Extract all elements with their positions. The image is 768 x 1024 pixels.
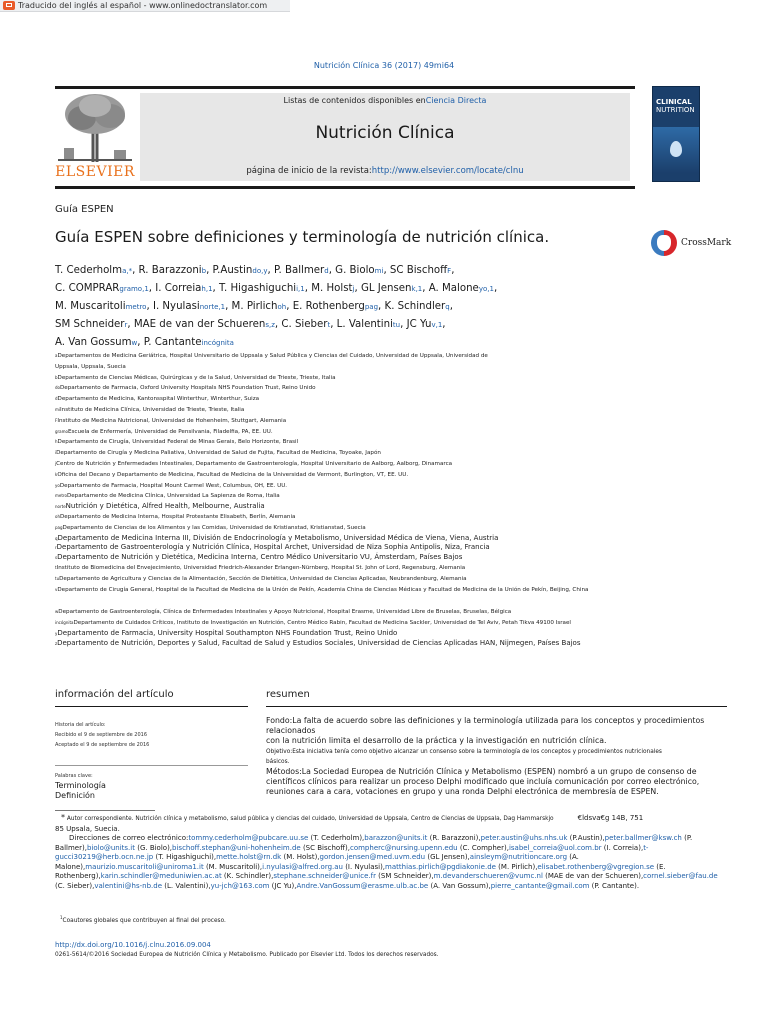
author-affiliation-link[interactable]: norte,1 — [199, 303, 226, 311]
affiliation-item — [55, 373, 655, 384]
article-title: Guía ESPEN sobre definiciones y terminología de nutrición clínica. — [55, 228, 550, 246]
affiliation-text: Departamento de Medicina, Kantonsspital Winterthur, Winterthur, Suiza — [57, 396, 260, 403]
journal-header-box — [140, 93, 630, 181]
section-label: Guía ESPEN — [55, 204, 114, 215]
journal-homepage-link[interactable]: http://www.elsevier.com/locate/clnu — [371, 166, 524, 176]
keyword-item: Terminología — [55, 781, 106, 790]
abstract-background — [266, 716, 726, 736]
affiliation-text: Uppsala, Uppsala, Suecia — [55, 363, 126, 370]
email-link[interactable]: bischoff.stephan@uni-hohenheim.de — [172, 843, 301, 852]
elsevier-logo — [55, 92, 135, 182]
author-list — [55, 262, 615, 352]
affiliation-item — [55, 563, 655, 574]
keywords — [55, 771, 106, 801]
affiliation-key: incógnita — [55, 620, 74, 626]
author-name: , E. Rothenberg — [286, 301, 365, 312]
author-affiliation-link[interactable]: d — [324, 267, 329, 275]
email-link[interactable]: mette.holst@rn.dk — [216, 853, 282, 861]
affiliation-item — [55, 405, 655, 416]
affiliation-key: metro — [55, 493, 67, 499]
affiliation-item — [55, 618, 655, 629]
affiliation-text: Nutrición y Dietética, Alfred Health, Melbourne, Australia — [65, 502, 265, 511]
corresponding-star: * — [61, 813, 65, 822]
email-link[interactable]: compherc@nursing.upenn.edu — [349, 843, 458, 852]
abstract-methods-line: reuniones cara a cara, votaciones en grupo y una ronda Delphi electrónica de membresía de ESPEN. — [266, 787, 659, 797]
author-name: , — [451, 265, 455, 276]
affiliation-item — [55, 362, 655, 373]
email-link[interactable]: maurizio.muscaritoli@uniroma1.it — [85, 862, 204, 871]
affiliation-key: r — [55, 545, 57, 551]
email-owner: (SM Schneider), — [375, 872, 434, 880]
author-affiliation-link[interactable]: b — [201, 267, 207, 275]
email-link[interactable]: cornel.sieber@fau.de — [643, 872, 718, 880]
email-link[interactable]: Andre.VanGossum@erasme.ulb.ac.be — [296, 881, 429, 890]
doi-link[interactable]: http://dx.doi.org/10.1016/j.clnu.2016.09.004 — [55, 941, 211, 949]
affiliation-key: b — [55, 374, 58, 380]
email-owner: (P. Cantante). — [589, 881, 640, 890]
author-affiliation-link[interactable]: a,* — [122, 267, 133, 275]
cover-title-1: CLINICAL — [656, 98, 692, 106]
corresponding-city: 85 Upsala, Suecia. — [55, 824, 120, 833]
translator-icon — [3, 1, 15, 10]
email-owner: (M. Muscaritoli), — [203, 862, 263, 871]
author-affiliation-link[interactable]: q — [445, 303, 450, 311]
affiliation-text: Departamento de Gastroenterología y Nutrición Clínica, Hospital Archet, Universidad de Niza Sophia Antipolis, Niza, Francia — [56, 543, 490, 552]
author-name: , GL Jensen — [354, 283, 412, 294]
affiliation-item — [55, 416, 655, 427]
affiliation-text: Departamento de Gastroenterología, Clínica de Enfermedades Intestinales y Apoyo Nutricional, Hospital Erasme, Universidad Libre de Bruselas, Bruselas, Bélgica — [58, 609, 512, 616]
affiliation-item — [55, 639, 655, 649]
email-link[interactable]: t-gucci30219@herb.ocn.ne.jp — [55, 843, 649, 861]
author-affiliation-link[interactable]: oh — [277, 303, 287, 311]
author-name: , P.Austin — [206, 265, 253, 276]
affiliation-key: t — [55, 564, 57, 570]
email-link[interactable]: stephane.schneider@unice.fr — [273, 872, 376, 880]
author-name: , SC Bischoff — [383, 265, 448, 276]
cover-title-2: NUTRITION — [656, 106, 695, 114]
corresponding-author-note — [55, 813, 727, 825]
abstract-methods-line: científicos clínicos para realizar un proceso Delphi modificado que incluía comunicación por correo electrónico, — [266, 776, 700, 786]
affiliation-item — [55, 585, 655, 596]
affiliation-text: Departamento de Medicina Interna, Hospital Protestante Elisabeth, Berlín, Alemania — [59, 513, 296, 520]
email-link[interactable]: yu-jch@163.com — [210, 881, 270, 890]
affiliation-text: Departamento de Cuidados Críticos, Instituto de Investigación en Nutrición, Centro Médico Rabin, Facultad de Medicina Sackler, Universidad de Tel Aviv, Petah Tikva 49100 Israel — [73, 620, 571, 627]
abstract-methods — [266, 767, 726, 777]
affiliation-item — [55, 437, 655, 448]
affiliation-key: v — [55, 586, 58, 592]
email-owner: (A. Van Gossum), — [428, 881, 491, 890]
homepage-label: página de inicio de la revista: — [246, 166, 372, 176]
footnotes — [55, 813, 727, 891]
email-link[interactable]: tommy.cederholm@pubcare.uu.se — [188, 834, 309, 842]
affiliation-item — [55, 629, 655, 639]
author-name: , P. Ballmer — [267, 265, 325, 276]
author-affiliation-link[interactable]: t — [327, 321, 331, 329]
abstract-methods-line: La Sociedad Europea de Nutrición Clínica y Metabolismo (ESPEN) nombró a un grupo de consenso de — [301, 766, 697, 776]
affiliation-text: Departamento de Ciencias de los Alimentos y las Comidas, Universidad de Kristianstad, Kristianstad, Suecia — [62, 524, 366, 531]
affiliation-item — [55, 459, 655, 470]
affiliation-key: z — [55, 640, 58, 646]
keyword-item: Definición — [55, 791, 95, 800]
author-affiliation-link[interactable]: tu — [392, 321, 401, 329]
author-name: A. Van Gossum — [55, 337, 132, 348]
affiliation-text: Centro de Nutrición y Enfermedades Intestinales, Departamento de Gastroenterología, Hospital Universitario de Aalborg, Aalborg, Dinamarca — [56, 460, 453, 467]
email-owner: (M. Holst), — [281, 853, 320, 861]
author-name: T. Cederholm — [55, 265, 123, 276]
email-link[interactable]: ainsleym@nutritioncare.org — [469, 853, 568, 861]
abstract-objective-line: Esta iniciativa tenía como objetivo alcanzar un consenso sobre la terminología de los conceptos y procedimientos nutricionales — [292, 748, 662, 755]
affiliation-key: do — [55, 385, 60, 391]
affiliation-item — [55, 607, 655, 618]
author-affiliation-link[interactable]: do,y — [252, 267, 268, 275]
received-date: Recibido el 9 de septiembre de 2016 — [55, 732, 148, 738]
affiliations — [55, 351, 655, 649]
affiliation-text: Oficina del Decano y Departamento de Medicina, Facultad de Medicina de la Universidad de Vermont, Burlington, VT, EE. UU. — [57, 471, 409, 478]
journal-title: Nutrición Clínica — [315, 123, 455, 143]
email-owner: (P.Austin), — [567, 834, 605, 842]
cover-drop-icon — [670, 141, 682, 157]
affiliation-item — [55, 383, 655, 394]
header-rule-bottom — [55, 186, 635, 189]
corresponding-text-b: €ldsva — [577, 814, 601, 822]
author-name: C. COMPRAR — [55, 283, 120, 294]
affiliation-key: y — [55, 630, 58, 636]
affiliation-item — [55, 470, 655, 481]
author-name: , C. Sieber — [274, 319, 328, 330]
email-owner: (SC Bischoff), — [300, 843, 350, 852]
history-keywords-divider — [55, 765, 248, 766]
email-owner: (T. Higashiguchi), — [153, 853, 217, 861]
abstract-background-line: con la nutrición limita el desarrollo de la práctica y la investigación en nutrición clínica. — [266, 736, 607, 746]
email-link[interactable]: biolo@units.it — [86, 843, 135, 852]
affiliations-gap — [55, 595, 655, 607]
affiliation-item — [55, 481, 655, 492]
author-affiliation-link[interactable]: metro — [125, 303, 147, 311]
affiliation-text: Departamento de Farmacia, Oxford University Hospitals NHS Foundation Trust, Reino Unido — [60, 385, 316, 392]
author-name: , G. Biolo — [328, 265, 375, 276]
author-name: , A. Malone — [422, 283, 479, 294]
email-owner: (R. Barazzoni), — [427, 834, 481, 842]
affiliation-item — [55, 351, 655, 362]
email-link[interactable]: karin.schindler@meduniwien.ac.at — [100, 872, 222, 880]
header-rule-top — [55, 86, 635, 89]
affiliation-text: Departamento de Nutrición y Dietética, Medicina Interna, Centro Médico Universitario VU, Ámsterdam, Países Bajos — [57, 553, 463, 562]
coauthors-mark: 1 — [60, 915, 63, 920]
author-affiliation-link[interactable]: s,z — [265, 321, 275, 329]
affiliation-key: yo — [55, 482, 60, 488]
affiliation-item — [55, 491, 655, 502]
email-addresses — [55, 834, 727, 891]
article-info-rule — [55, 706, 248, 707]
affiliation-item — [55, 534, 655, 544]
author-name: , I. Correia — [148, 283, 202, 294]
abstract-methods-label: Métodos: — [266, 766, 302, 776]
email-owner: (I. Correia), — [601, 843, 644, 852]
email-label: Direcciones de correo electrónico: — [69, 834, 189, 842]
journal-cover-thumbnail[interactable] — [652, 86, 700, 182]
author-affiliation-link[interactable]: k,1 — [411, 285, 423, 293]
author-name: SM Schneider — [55, 319, 125, 330]
affiliation-text: Departamento de Farmacia, University Hospital Southampton NHS Foundation Trust, Reino Unido — [57, 628, 398, 637]
email-link[interactable]: gordon.jensen@med.uvm.edu — [319, 853, 426, 861]
elsevier-wordmark: ELSEVIER — [55, 164, 135, 180]
author-name: , — [449, 301, 453, 312]
author-name: , M. Holst — [304, 283, 353, 294]
author-affiliation-link[interactable]: w — [131, 339, 138, 347]
affiliation-text: Escuela de Enfermería, Universidad de Pensilvania, Filadelfia, PA, EE. UU. — [67, 428, 273, 435]
contents-available-text: Listas de contenidos disponibles en — [283, 96, 426, 105]
abstract-heading: resumen — [266, 689, 310, 700]
sciencedirect-link[interactable]: Ciencia Directa — [425, 96, 487, 105]
affiliation-item — [55, 523, 655, 534]
affiliation-item — [55, 427, 655, 438]
affiliation-text: Departamento de Cirugía y Medicina Paliativa, Universidad de Salud de Fujita, Facultad de Medicina, Toyoake, Japón — [56, 450, 381, 457]
crossmark-label: CrossMark — [681, 238, 732, 248]
author-name: , — [493, 283, 498, 294]
footnote-rule — [55, 810, 155, 811]
corresponding-text-c: €g 14B, 751 — [600, 814, 644, 822]
affiliation-key: pag — [55, 524, 63, 530]
email-owner: (I. Nyulasi), — [342, 862, 386, 871]
author-name: , MAE de van der Schueren — [127, 319, 266, 330]
affiliation-item — [55, 553, 655, 563]
accepted-date: Aceptado el 9 de septiembre de 2016 — [55, 742, 150, 748]
author-affiliation-link[interactable]: gramo,1 — [119, 285, 149, 293]
journal-homepage-line — [140, 166, 630, 176]
author-name: , — [442, 319, 446, 330]
email-owner: (A. Malone), — [55, 853, 579, 871]
email-owner: (C. Sieber), — [55, 881, 95, 890]
abstract-body — [266, 716, 726, 797]
keywords-label: Palabras clave: — [55, 773, 93, 779]
author-affiliation-link[interactable]: h,1 — [201, 285, 213, 293]
affiliation-item — [55, 448, 655, 459]
email-link[interactable]: valentini@hs-nb.de — [94, 881, 163, 890]
author-name: M. Muscaritoli — [55, 301, 126, 312]
crossmark-badge[interactable] — [651, 230, 736, 260]
author-affiliation-link[interactable]: i,1 — [296, 285, 305, 293]
author-name: , K. Schindler — [378, 301, 446, 312]
email-link[interactable]: matthias.pirlich@pgdiakonie.de — [385, 862, 496, 871]
author-name: , I. Nyulasi — [146, 301, 200, 312]
affiliation-key: norte — [55, 504, 66, 510]
crossmark-icon — [651, 230, 677, 256]
affiliation-item — [55, 394, 655, 405]
author-affiliation-link[interactable]: j — [352, 285, 355, 293]
affiliation-text: Departamento de Ciencias Médicas, Quirúrgicas y de la Salud, Universidad de Trieste, Trieste, Italia — [57, 374, 336, 381]
affiliation-item — [55, 502, 655, 512]
abstract-rule — [266, 706, 727, 707]
coauthors-text: Coautores globales que contribuyen al final del proceso. — [62, 917, 226, 924]
email-link[interactable]: i.nyulasi@alfred.org.au — [262, 862, 343, 871]
author-affiliation-link[interactable]: v,1 — [431, 321, 443, 329]
author-name: , T. Higashiguchi — [212, 283, 297, 294]
affiliation-text: Departamento de Medicina Clínica, Universidad La Sapienza de Roma, Italia — [66, 493, 280, 500]
author-affiliation-link[interactable]: F — [447, 267, 452, 275]
affiliation-text: Departamento de Cirugía General, Hospital de la Facultad de Medicina de la Unión de Pekín, Academia China de Ciencias Médicas y Facultad de Medicina de la Unión de Pekín, Beijing, China — [57, 586, 589, 593]
affiliation-item — [55, 574, 655, 585]
coauthors-note — [60, 915, 226, 924]
copyright-line: 0261-5614/©2016 Sociedad Europea de Nutrición Clínica y Metabolismo. Publicado por Elsevier Ltd. Todos los derechos reservados. — [55, 952, 439, 958]
affiliation-item — [55, 543, 655, 553]
contents-available-line — [140, 96, 630, 105]
author-name: , JC Yu — [400, 319, 432, 330]
corresponding-text: Autor correspondiente. Nutrición clínica y metabolismo, salud pública y ciencias del cuidado, Universidad de Uppsala, Centro de Ciencias de Uppsala, Dag Hammarskjo — [66, 816, 554, 822]
translator-bar[interactable] — [0, 0, 290, 12]
email-owner: (E. Rothenberg), — [55, 862, 666, 880]
affiliation-text: Departamentos de Medicina Geriátrica, Hospital Universitario de Uppsala y Salud Pública y Ciencias del Cuidado, Universidad de Uppsala, Universidad de — [57, 353, 488, 359]
author-affiliation-link[interactable]: incógnita — [201, 339, 234, 347]
affiliation-text: Departamento de Medicina Interna III, División de Endocrinología y Metabolismo, Universidad Médica de Viena, Viena, Austria — [57, 533, 499, 542]
email-owner: (MAE de van der Schueren), — [542, 872, 644, 880]
affiliation-key: j — [55, 460, 57, 466]
affiliation-key: i — [55, 450, 57, 456]
email-link[interactable]: peter.ballmer@ksw.ch — [604, 834, 682, 842]
email-owner: (JC Yu), — [269, 881, 297, 890]
email-link[interactable]: barazzon@units.it — [364, 834, 428, 842]
email-owner: (GL Jensen), — [425, 853, 470, 861]
abstract-objective — [266, 747, 726, 757]
author-affiliation-link[interactable]: mi — [374, 267, 384, 275]
affiliation-item — [55, 512, 655, 523]
email-link[interactable]: m.devanderschueren@vumc.nl — [433, 872, 543, 880]
email-owner: (L. Valentini), — [162, 881, 211, 890]
affiliation-key: F — [55, 417, 58, 423]
affiliation-key: oh — [55, 513, 60, 519]
email-owner: (P. Ballmer), — [55, 834, 693, 852]
journal-reference[interactable]: Nutrición Clínica 36 (2017) 49mi64 — [313, 61, 455, 70]
affiliation-text: Instituto de Medicina Clínica, Universidad de Trieste, Trieste, Italia — [60, 406, 245, 413]
article-history — [55, 720, 149, 750]
email-link[interactable]: isabel_correia@uol.com.br — [508, 843, 602, 852]
author-name: , P. Cantante — [137, 337, 202, 348]
abstract-objective-label: Objetivo: — [266, 748, 293, 755]
history-label: Historia del artículo: — [55, 722, 106, 728]
email-link[interactable]: elisabet.rothenberg@vgregion.se — [537, 862, 655, 871]
author-name: , R. Barazzoni — [132, 265, 202, 276]
elsevier-tree-icon — [58, 92, 132, 162]
affiliation-key: q — [55, 535, 58, 541]
affiliation-text: Departamento de Farmacia, Hospital Mount Carmel West, Columbus, OH, EE. UU. — [59, 482, 288, 489]
email-owner: (M. Pirlich), — [495, 862, 538, 871]
author-affiliation-link[interactable]: yo,1 — [478, 285, 494, 293]
author-affiliation-link[interactable]: pag — [364, 303, 379, 311]
author-affiliation-link[interactable]: r — [124, 321, 128, 329]
affiliation-key: k — [55, 471, 58, 477]
affiliation-key: s — [55, 555, 58, 561]
email-owner: (K. Schindler), — [221, 872, 274, 880]
affiliation-text: Departamento de Nutrición, Deportes y Salud, Facultad de Salud y Estudios Sociales, Universidad de Ciencias Aplicadas HAN, Nijmegen, Países Bajos — [57, 638, 581, 647]
affiliation-key: mi — [55, 406, 61, 412]
affiliation-key: d — [55, 396, 58, 402]
affiliation-key: a — [55, 353, 58, 358]
translator-text: Traducido del inglés al español - www.onlinedoctranslator.com — [18, 1, 268, 10]
affiliation-key: h — [55, 439, 58, 445]
affiliation-text: Departamento de Cirugía, Universidad Federal de Minas Gerais, Belo Horizonte, Brasil — [57, 439, 299, 446]
affiliation-text: Departamento de Agricultura y Ciencias de la Alimentación, Sección de Dietética, Universidad de Ciencias Aplicadas, Neubrandenburg, Alemania — [59, 575, 467, 582]
email-link[interactable]: peter.austin@uhs.nhs.uk — [480, 834, 568, 842]
author-name: , L. Valentini — [330, 319, 393, 330]
abstract-objective-line: básicos. — [266, 758, 290, 765]
abstract-background-label: Fondo: — [266, 716, 293, 725]
affiliation-key: gramo — [55, 428, 68, 434]
abstract-background-line: La falta de acuerdo sobre las definiciones y la terminología utilizada para los conceptos y procedimientos relacionados — [266, 716, 705, 736]
email-owner: (T. Cederholm), — [308, 834, 365, 842]
affiliation-text: Instituto de Medicina Nutricional, Universidad de Hohenheim, Stuttgart, Alemania — [57, 417, 287, 424]
author-name: , M. Pirlich — [225, 301, 278, 312]
affiliation-key: tu — [55, 575, 60, 581]
affiliation-key: w — [55, 609, 59, 615]
email-owner: (C. Compher), — [457, 843, 509, 852]
affiliation-text: Instituto de Biomedicina del Envejecimiento, Universidad Friedrich-Alexander Erlangen-Nürnberg, Hospital St. John of Lord, Regensburg, Alemania — [56, 564, 466, 571]
email-owner: (G. Biolo), — [134, 843, 173, 852]
email-link[interactable]: pierre_cantante@gmail.com — [490, 881, 590, 890]
article-info-heading: información del artículo — [55, 689, 174, 700]
